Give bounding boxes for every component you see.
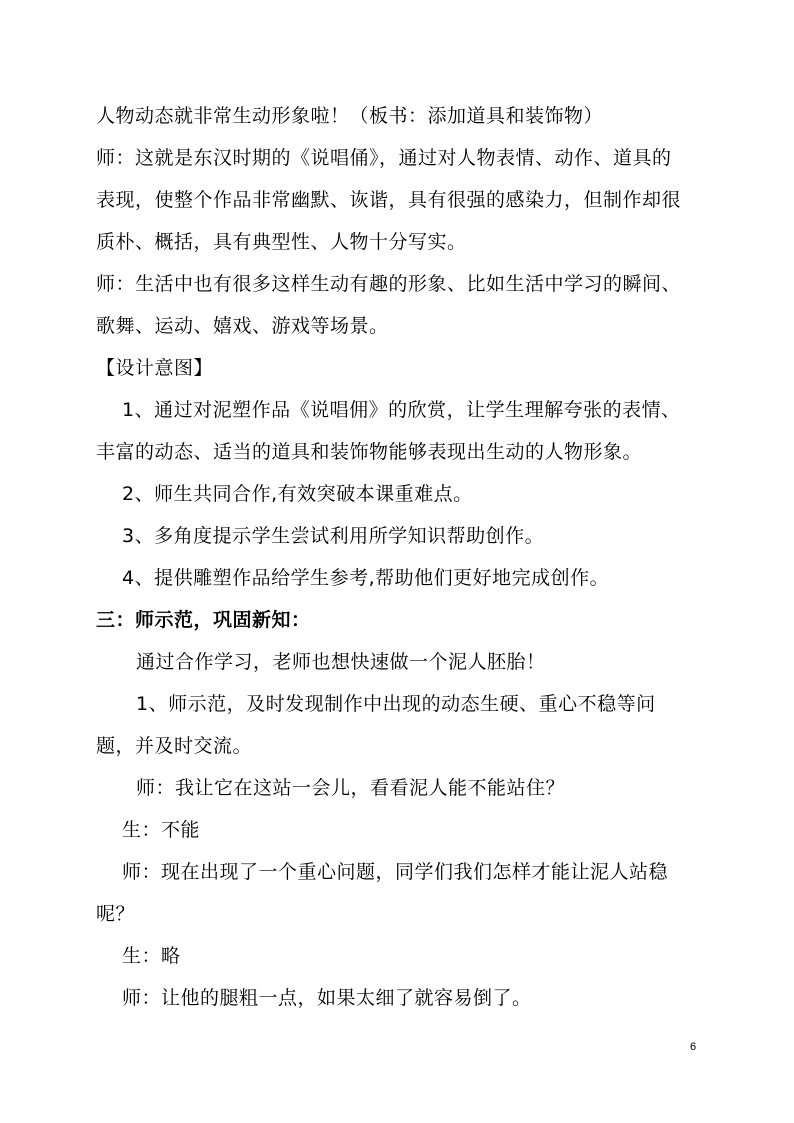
text-line: 质朴、概括，具有典型性、人物十分写实。	[96, 231, 467, 253]
text-line: 生：略	[122, 945, 181, 967]
text-line: 呢？	[96, 903, 136, 925]
text-line: 师：这就是东汉时期的《说唱俑》，通过对人物表情、动作、道具的	[96, 147, 672, 169]
text-line: 题，并及时交流。	[96, 735, 253, 757]
text-line: 1、师示范，及时发现制作中出现的动态生硬、重心不稳等问	[136, 693, 656, 715]
text-line: 歌舞、运动、嬉戏、游戏等场景。	[96, 315, 389, 337]
text-line: 1、通过对泥塑作品《说唱佣》的欣赏，让学生理解夸张的表情、	[122, 399, 681, 421]
text-line: 师：现在出现了一个重心问题，同学们我们怎样才能让泥人站稳	[122, 861, 669, 883]
text-line: 师：我让它在这站一会儿，看看泥人能不能站住？	[136, 777, 566, 799]
page-number: 6	[690, 1041, 697, 1053]
text-line: 师：让他的腿粗一点，如果太细了就容易倒了。	[122, 987, 532, 1009]
section-heading-design-intent: 【设计意图】	[96, 357, 214, 379]
text-line: 2、师生共同合作,有效突破本课重难点。	[122, 483, 473, 505]
text-line: 3、多角度提示学生尝试利用所学知识帮助创作。	[122, 525, 545, 547]
text-line: 人物动态就非常生动形象啦！（板书：添加道具和装饰物）	[96, 105, 604, 127]
text-line: 师：生活中也有很多这样生动有趣的形象、比如生活中学习的瞬间、	[96, 273, 682, 295]
text-line: 4、提供雕塑作品给学生参考,帮助他们更好地完成创作。	[122, 567, 610, 589]
text-line: 通过合作学习，老师也想快速做一个泥人胚胎！	[136, 651, 546, 673]
section-heading-demonstration: 三：师示范，巩固新知：	[96, 609, 311, 631]
text-line: 表现，使整个作品非常幽默、诙谐，具有很强的感染力，但制作却很	[96, 189, 682, 211]
text-line: 丰富的动态、适当的道具和装饰物能够表现出生动的人物形象。	[96, 441, 643, 463]
text-line: 生：不能	[122, 819, 201, 841]
